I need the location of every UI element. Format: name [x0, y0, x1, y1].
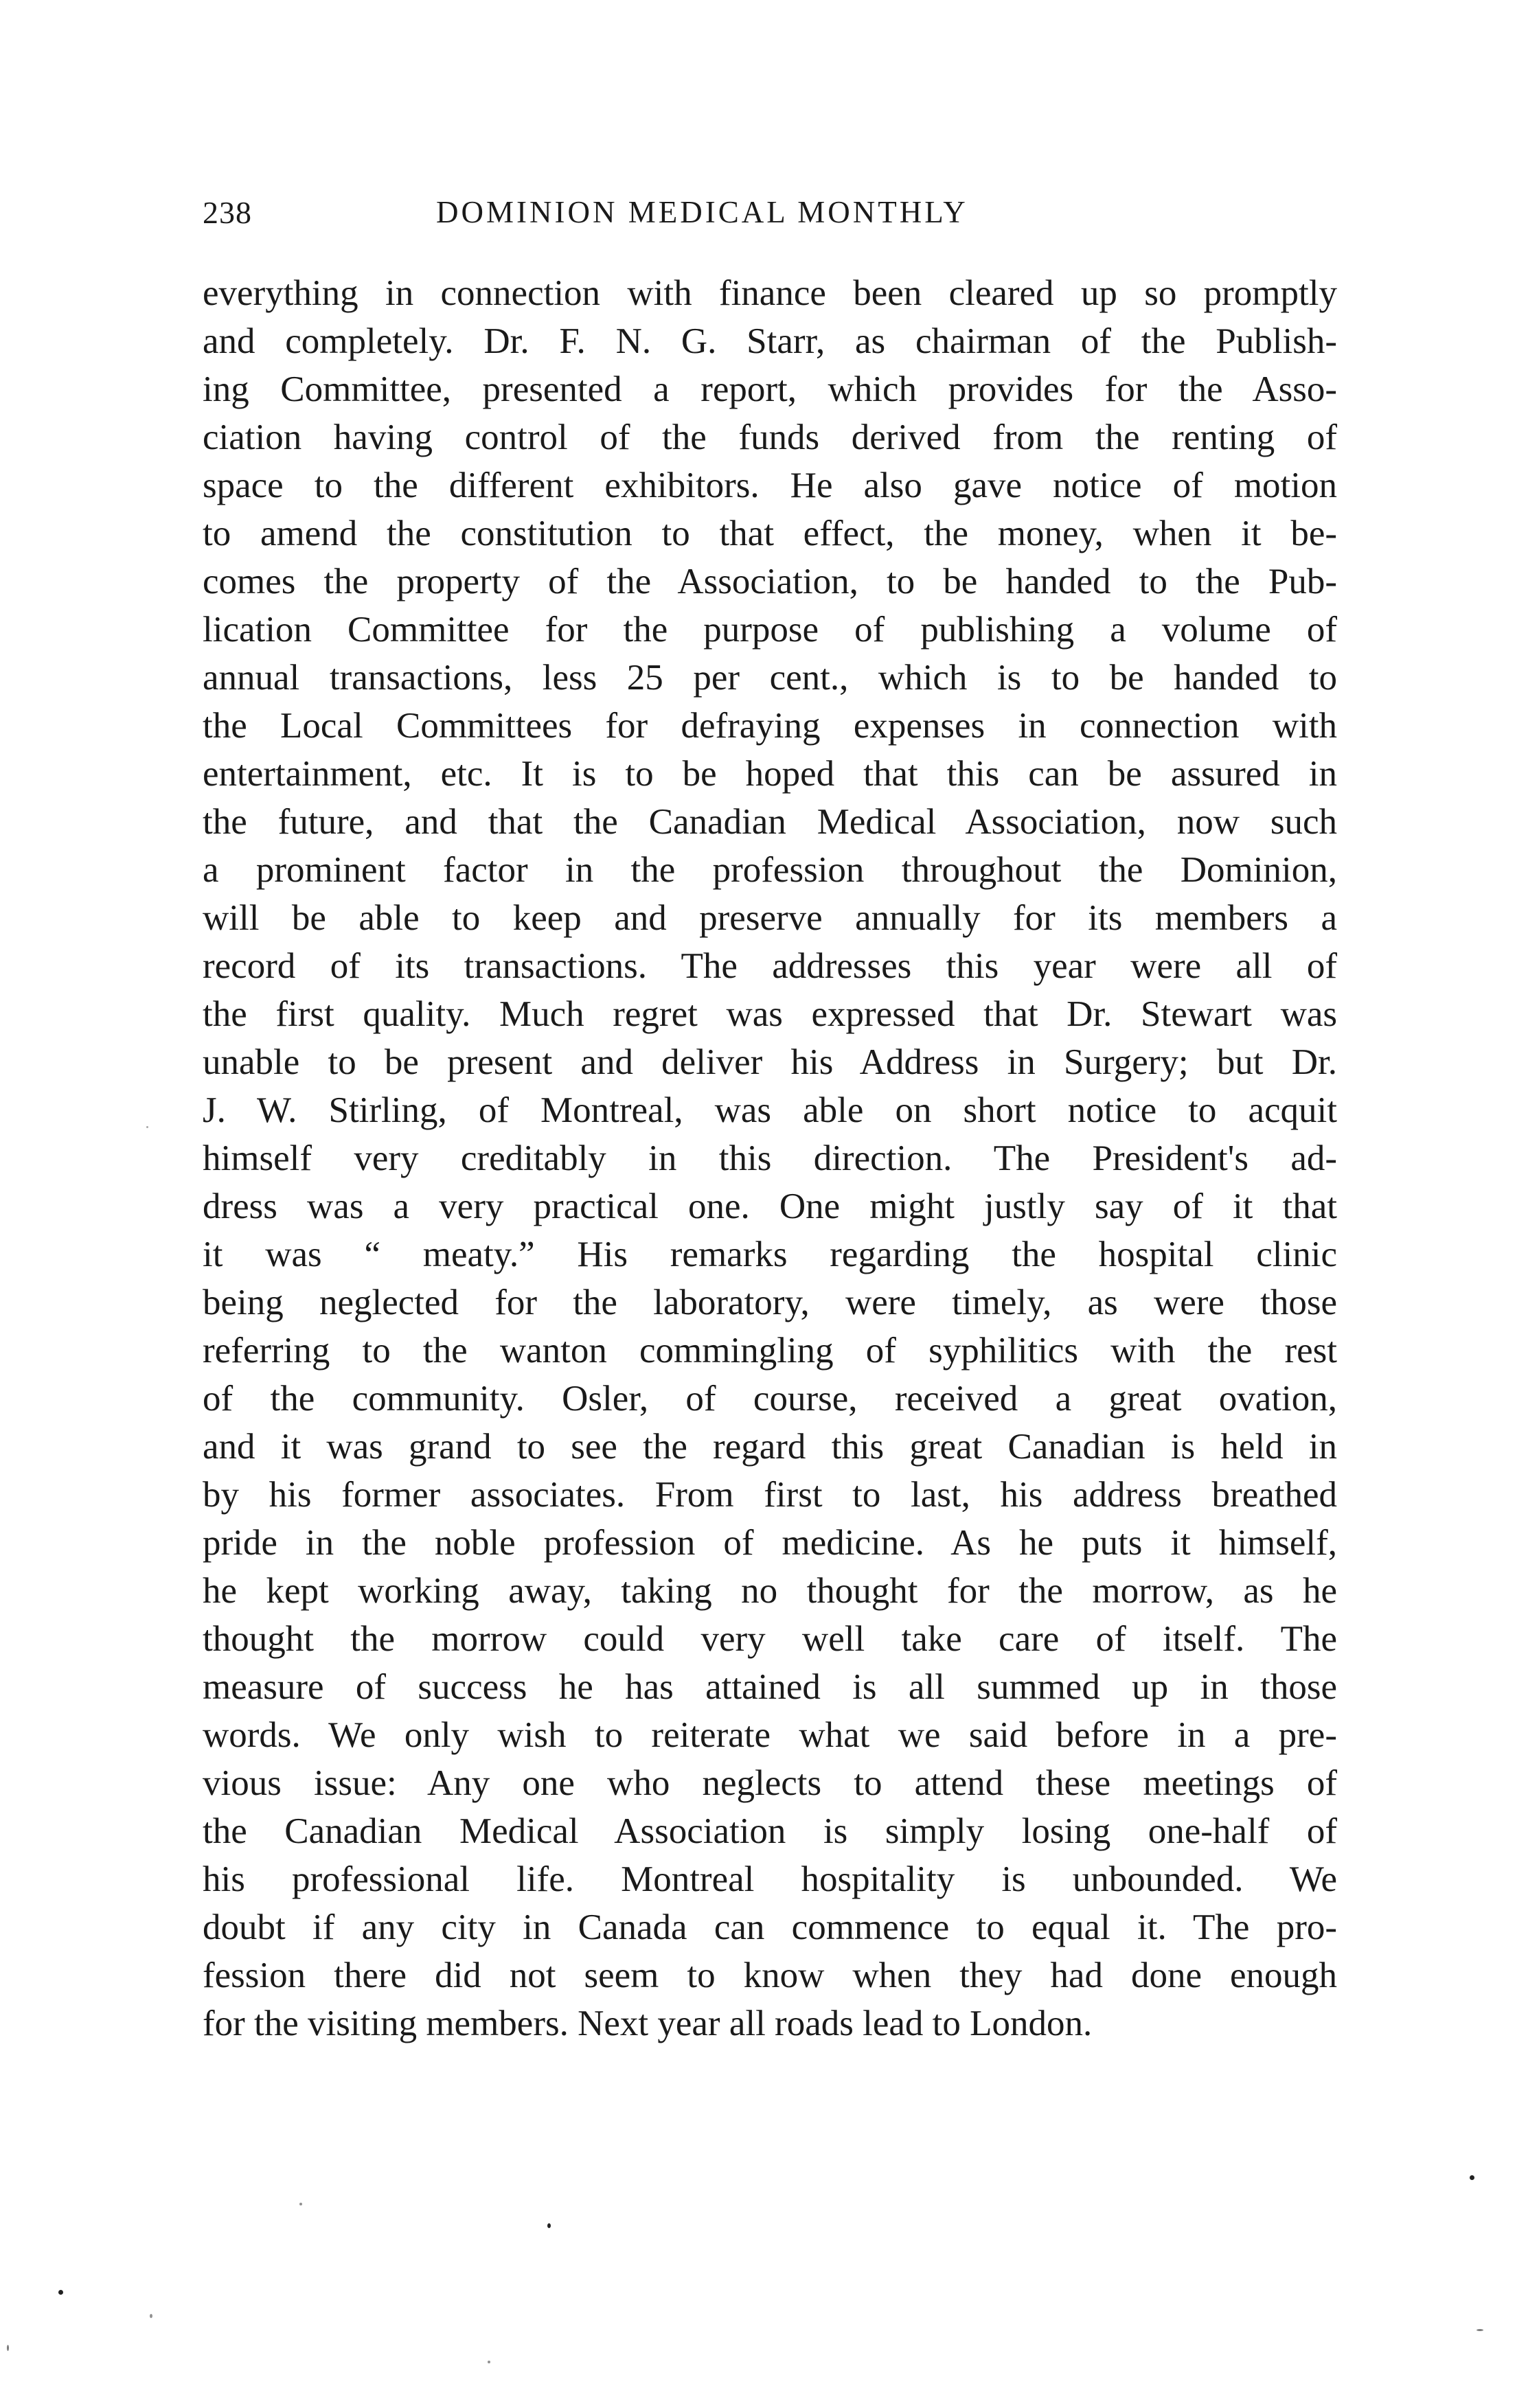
text-line: a prominent factor in the profession throughout the Dominion,: [203, 850, 1337, 890]
scan-speck: [299, 2203, 302, 2205]
page-number: 238: [203, 195, 252, 230]
page-header: [203, 194, 1337, 242]
text-line: himself very creditably in this direction. The President's ad-: [203, 1138, 1337, 1178]
text-line: the first quality. Much regret was expressed that Dr. Stewart was: [203, 994, 1337, 1034]
text-line: for the visiting members. Next year all roads lead to London.: [203, 2004, 1093, 2043]
body-text: [203, 269, 1337, 2048]
text-line: measure of success he has attained is all summed up in those: [203, 1667, 1337, 1707]
text-line: being neglected for the laboratory, were timely, as were those: [203, 1283, 1337, 1322]
text-line: unable to be present and deliver his Address in Surgery; but Dr.: [203, 1042, 1337, 1082]
text-line: entertainment, etc. It is to be hoped that this can be assured in: [203, 754, 1337, 794]
text-line: to amend the constitution to that effect, the money, when it be-: [203, 514, 1337, 553]
text-line: dress was a very practical one. One might justly say of it that: [203, 1186, 1337, 1226]
text-line: pride in the noble profession of medicine. As he puts it himself,: [203, 1523, 1337, 1563]
text-line: annual transactions, less 25 per cent., which is to be handed to: [203, 658, 1337, 698]
text-line: his professional life. Montreal hospitality is unbounded. We: [203, 1859, 1337, 1899]
text-line: referring to the wanton commingling of syphilitics with the rest: [203, 1331, 1337, 1371]
text-line: and completely. Dr. F. N. G. Starr, as chairman of the Publish-: [203, 321, 1337, 361]
text-line: by his former associates. From first to last, his address breathed: [203, 1475, 1337, 1515]
scan-speck: [1470, 2175, 1474, 2180]
scan-speck: [7, 2345, 9, 2351]
text-line: and it was grand to see the regard this great Canadian is held in: [203, 1427, 1337, 1467]
text-line: comes the property of the Association, to be handed to the Pub-: [203, 562, 1337, 601]
scan-speck: [146, 1126, 148, 1128]
text-line: of the community. Osler, of course, received a great ovation,: [203, 1379, 1337, 1419]
running-head: DOMINION MEDICAL MONTHLY: [436, 195, 968, 229]
text-line: fession there did not seem to know when they had done enough: [203, 1956, 1337, 1995]
text-line: the Local Committees for defraying expenses in connection with: [203, 706, 1337, 746]
text-line: J. W. Stirling, of Montreal, was able on short notice to acquit: [203, 1090, 1337, 1130]
scan-speck: [547, 2223, 551, 2228]
text-line: vious issue: Any one who neglects to attend these meetings of: [203, 1763, 1337, 1803]
text-line: everything in connection with finance been cleared up so promptly: [203, 273, 1337, 313]
scan-speck: [1477, 2329, 1483, 2331]
text-line: ciation having control of the funds derived from the renting of: [203, 417, 1337, 457]
text-line: he kept working away, taking no thought for the morrow, as he: [203, 1571, 1337, 1611]
text-line: will be able to keep and preserve annually for its members a: [203, 898, 1337, 938]
text-line: the future, and that the Canadian Medical Association, now such: [203, 802, 1337, 842]
text-line: ing Committee, presented a report, which provides for the Asso-: [203, 369, 1337, 409]
text-line: space to the different exhibitors. He also gave notice of motion: [203, 466, 1337, 505]
text-line: it was “ meaty.” His remarks regarding the hospital clinic: [203, 1235, 1337, 1274]
text-line: words. We only wish to reiterate what we said before in a pre-: [203, 1715, 1337, 1755]
text-line: record of its transactions. The addresses this year were all of: [203, 946, 1337, 986]
text-line: thought the morrow could very well take care of itself. The: [203, 1619, 1337, 1659]
text-line: the Canadian Medical Association is simply losing one-half of: [203, 1811, 1337, 1851]
scan-speck: [58, 2290, 63, 2295]
scan-speck: [150, 2314, 152, 2318]
text-line: lication Committee for the purpose of publishing a volume of: [203, 610, 1337, 650]
scan-speck: [488, 2361, 490, 2363]
text-line: doubt if any city in Canada can commence to equal it. The pro-: [203, 1907, 1337, 1947]
